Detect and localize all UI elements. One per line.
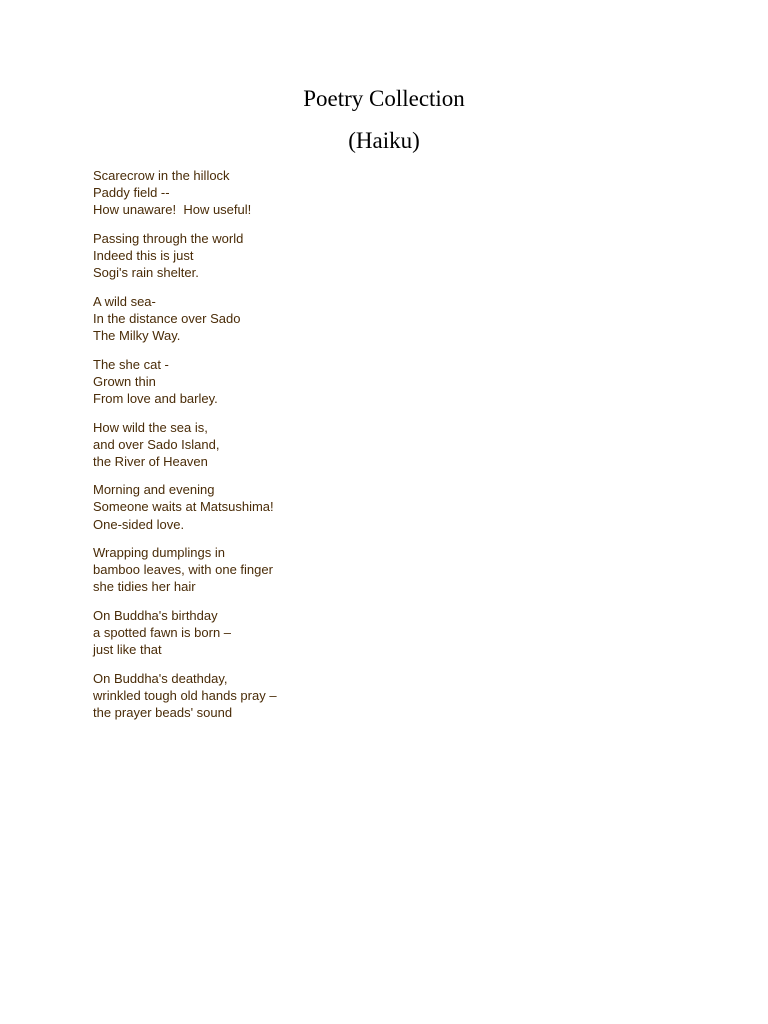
poem-line: the River of Heaven — [93, 453, 208, 469]
poem-line: How wild the sea is, — [93, 419, 208, 435]
poem-line: One-sided love. — [93, 516, 185, 532]
poem-3 — [93, 293, 493, 344]
poem-line: On Buddha's birthday — [93, 608, 218, 624]
poem-5 — [93, 419, 493, 470]
poem-line: The Milky Way. — [93, 327, 181, 343]
poem-line: Passing through the world — [93, 230, 244, 246]
poem-6 — [93, 481, 493, 532]
poem-line: Sogi's rain shelter. — [93, 265, 199, 281]
poem-line: In the distance over Sado — [93, 310, 241, 326]
poem-7 — [93, 544, 493, 595]
poem-line: and over Sado Island, — [93, 436, 220, 452]
poem-line: Morning and evening — [93, 482, 215, 498]
poem-line: Someone waits at Matsushima! — [93, 499, 274, 515]
poem-line: Grown thin — [93, 373, 156, 389]
poem-line: a spotted fawn is born – — [93, 625, 232, 641]
poem-line: Scarecrow in the hillock — [93, 168, 230, 183]
poem-line: just like that — [93, 642, 162, 658]
poem-line: Paddy field -- — [93, 185, 170, 201]
poem-1 — [93, 167, 493, 218]
poem-4 — [93, 356, 493, 407]
poem-line: On Buddha's deathday, — [93, 671, 228, 686]
poem-8 — [93, 607, 493, 658]
poem-line: she tidies her hair — [93, 579, 196, 595]
poem-line: How unaware! How useful! — [93, 202, 252, 218]
poem-2 — [93, 230, 493, 281]
page-subtitle: (Haiku) — [348, 128, 420, 153]
poem-line: From love and barley. — [93, 390, 218, 406]
page-title: Poetry Collection — [303, 86, 465, 111]
poem-line: The she cat - — [93, 356, 169, 372]
poem-line: Wrapping dumplings in — [93, 545, 225, 561]
poem-line: the prayer beads' sound — [93, 705, 233, 721]
poem-list — [93, 167, 493, 733]
poem-line: wrinkled tough old hands pray – — [93, 688, 277, 704]
poem-line: bamboo leaves, with one finger — [93, 562, 273, 578]
poem-line: Indeed this is just — [93, 247, 194, 263]
poem-line: A wild sea- — [93, 293, 156, 309]
poem-9 — [93, 670, 493, 721]
